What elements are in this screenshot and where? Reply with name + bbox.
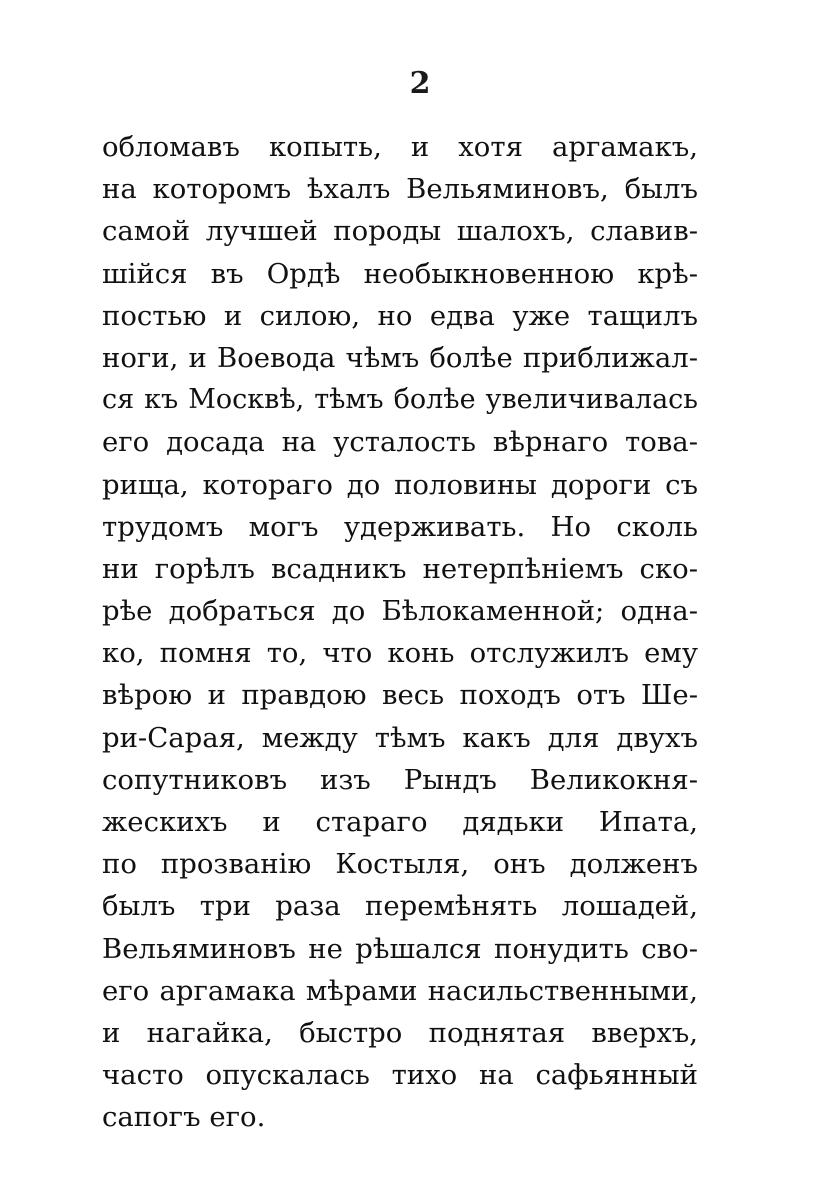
text-line: ко, помня то, что конь отслужилъ ему [102,637,698,670]
text-line: былъ три раза перемѣнять лошадей, [102,890,698,923]
text-line: на которомъ ѣхалъ Вельяминовъ, былъ [102,173,698,206]
text-line: его аргамака мѣрами насильственными, [102,974,698,1007]
text-line: ни горѣлъ всадникъ нетерпѣніемъ ско- [102,552,698,585]
page-number: 2 [409,66,431,101]
text-line: его досада на усталость вѣрнаго това- [102,426,698,459]
text-line-last: сапогъ его. [102,1101,266,1134]
text-line: рѣе добраться до Бѣлокаменной; одна- [102,595,698,628]
text-line: вѣрою и правдою весь походъ отъ Ше- [102,679,698,712]
text-line: шійся въ Ордѣ необыкновенною крѣ- [102,257,698,290]
text-line: часто опускалась тихо на сафьянный [102,1059,698,1092]
text-line: ноги, и Воевода чѣмъ болѣе приближал- [102,341,698,374]
text-line: сопутниковъ изъ Рындъ Великокня- [102,763,698,796]
text-line: Вельяминовъ не рѣшался понудить сво- [102,932,698,965]
text-line: обломавъ копыть, и хотя аргамакъ, [102,131,698,163]
text-line: и нагайка, быстро поднятая вверхъ, [102,1016,698,1049]
text-line: трудомъ могъ удерживать. Но сколь [102,510,698,543]
text-line: самой лучшей породы шалохъ, славив- [102,215,698,248]
text-line: по прозванію Костыля, онъ долженъ [102,848,698,881]
text-line: ри-Сарая, между тѣмъ какъ для двухъ [102,721,698,754]
text-line: рища, котораго до половины дороги съ [102,468,698,501]
text-line: постью и силою, но едва уже тащилъ [102,299,698,332]
body-text [102,126,698,1139]
text-line: жескихъ и стараго дядьки Ипата, [102,806,698,838]
text-line: ся къ Москвѣ, тѣмъ болѣе увеличивалась [102,384,698,416]
